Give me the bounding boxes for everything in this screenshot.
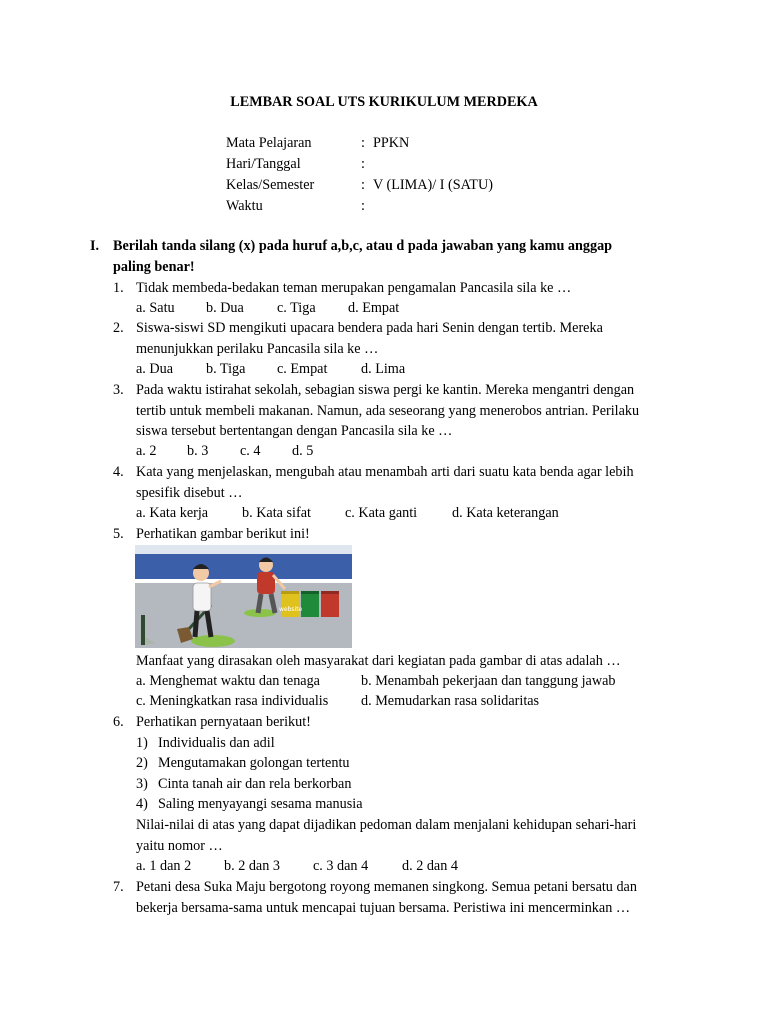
statement-text: Saling menyayangi sesama manusia [158,796,363,812]
info-sep: : [361,198,365,214]
option-b: b. Kata sifat [242,505,311,521]
question-number: 3. [113,382,124,398]
question-text: Nilai-nilai di atas yang dapat dijadikan pedoman dalam menjalani kehidupan sehari-hari [136,817,637,833]
info-value-subject: PPKN [373,135,410,151]
question-number: 5. [113,526,124,542]
option-a: a. Kata kerja [136,505,209,521]
watermark-text: website [279,606,303,613]
statement-text: Individualis dan adil [158,735,275,751]
option-c: c. Meningkatkan rasa individualis [136,693,329,709]
question-text: menunjukkan perilaku Pancasila sila ke … [136,341,379,357]
question-number: 7. [113,879,124,895]
info-label-class: Kelas/Semester [226,177,315,193]
question-text: tertib untuk membeli makanan. Namun, ada seseorang yang menerobos antrian. Perilaku [136,403,640,419]
question-number: 1. [113,280,124,296]
info-sep: : [361,156,365,172]
question-text: Manfaat yang dirasakan oleh masyarakat dari kegiatan pada gambar di atas adalah … [136,653,621,669]
question-text: Kata yang menjelaskan, mengubah atau menambah arti dari suatu kata benda agar lebih [136,464,634,480]
option-c: c. Kata ganti [345,505,418,521]
question-text: siswa tersebut bertentangan dengan Pancasila sila ke … [136,423,453,439]
info-sep: : [361,135,365,151]
info-label-date: Hari/Tanggal [226,156,301,172]
cleaning-illustration [135,545,352,648]
document-title: LEMBAR SOAL UTS KURIKULUM MERDEKA [230,94,538,110]
option-a: a. Satu [136,300,175,316]
question-number: 2. [113,320,124,336]
question-text: bekerja bersama-sama untuk mencapai tujuan bersama. Peristiwa ini mencerminkan … [136,900,631,916]
section-number: I. [90,238,100,254]
option-b: b. Menambah pekerjaan dan tanggung jawab [361,673,616,689]
option-a: a. Dua [136,361,174,377]
question-number: 4. [113,464,124,480]
info-label-time: Waktu [226,198,263,214]
statement-number: 3) [136,776,148,792]
option-b: b. Tiga [206,361,246,377]
question-text: Petani desa Suka Maju bergotong royong memanen singkong. Semua petani bersatu dan [136,879,637,895]
option-d: d. Memudarkan rasa solidaritas [361,693,540,709]
option-d: d. Lima [361,361,406,377]
option-d: d. 5 [292,443,314,459]
info-label-subject: Mata Pelajaran [226,135,312,151]
question-text: Perhatikan pernyataan berikut! [136,714,311,730]
question-number: 6. [113,714,124,730]
question-text: yaitu nomor … [136,838,223,854]
statement-text: Cinta tanah air dan rela berkorban [158,776,352,792]
question-text: spesifik disebut … [136,485,243,501]
option-c: c. Tiga [277,300,316,316]
option-d: d. Kata keterangan [452,505,559,521]
info-value-class: V (LIMA)/ I (SATU) [373,177,493,193]
option-c: c. 4 [240,443,261,459]
statement-text: Mengutamakan golongan tertentu [158,755,350,771]
option-b: b. 2 dan 3 [224,858,280,874]
info-sep: : [361,177,365,193]
statement-number: 2) [136,755,148,771]
option-b: b. Dua [206,300,244,316]
option-c: c. 3 dan 4 [313,858,369,874]
question-text: Siswa-siswi SD mengikuti upacara bendera pada hari Senin dengan tertib. Mereka [136,320,603,336]
section-instruction: paling benar! [113,259,195,275]
section-instruction: Berilah tanda silang (x) pada huruf a,b,c, atau d pada jawaban yang kamu anggap [113,238,613,254]
statement-number: 4) [136,796,148,812]
question-text: Pada waktu istirahat sekolah, sebagian siswa pergi ke kantin. Mereka mengantri dengan [136,382,635,398]
option-b: b. 3 [187,443,209,459]
option-a: a. 2 [136,443,157,459]
question-text: Perhatikan gambar berikut ini! [136,526,310,542]
option-a: a. 1 dan 2 [136,858,192,874]
option-d: d. 2 dan 4 [402,858,458,874]
option-c: c. Empat [277,361,328,377]
statement-number: 1) [136,735,148,751]
option-d: d. Empat [348,300,400,316]
question-text: Tidak membeda-bedakan teman merupakan pengamalan Pancasila sila ke … [136,280,572,296]
option-a: a. Menghemat waktu dan tenaga [136,673,320,689]
